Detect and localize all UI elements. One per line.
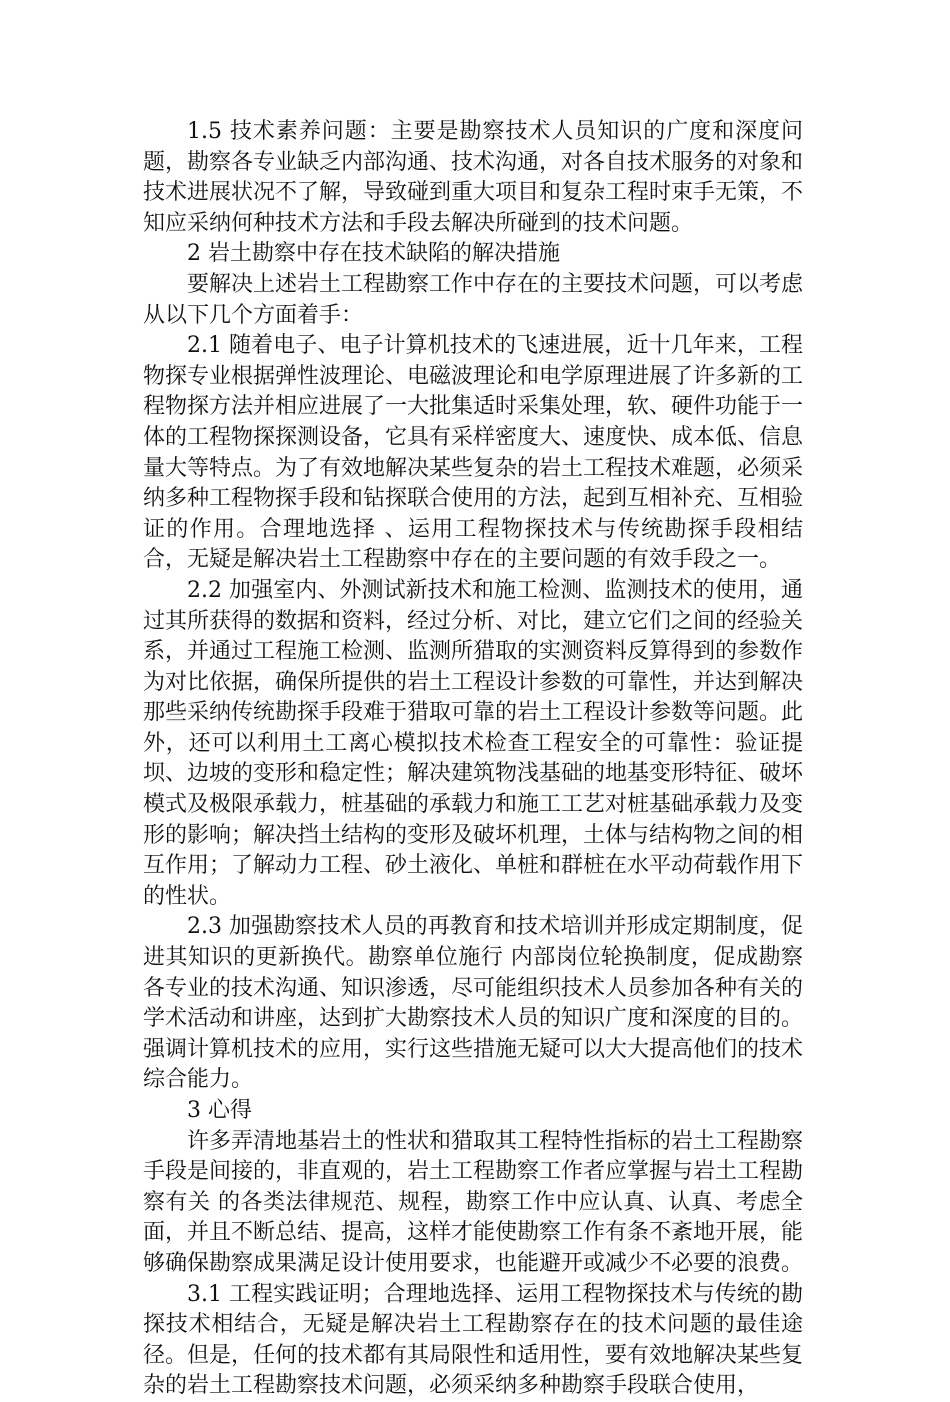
paragraph-3-1-practice: 3.1 工程实践证明；合理地选择、运用工程物探技术与传统的勘探技术相结合，无疑是解决岩土工程勘察存在的技术问题的最佳途径。但是，任何的技术都有其局限性和适用性，要有效地解决某些复杂的岩土工程勘察技术问题，必须采纳多种勘察手段联合使用，	[143, 1281, 804, 1399]
paragraph-2-2-testing: 2.2 加强室内、外测试新技术和施工检测、监测技术的使用，通过其所获得的数据和资料，经过分析、对比，建立它们之间的经验关系，并通过工程施工检测、监测所猎取的实测资料反算得到的参数作为对比依据，确保所提供的岩土工程设计参数的可靠性，并达到解决那些采纳传统勘探手段难于猎取可靠的岩土工程设计参数等问题。此外，还可以利用土工离心模拟技术检查工程安全的可靠性：验证提坝、边坡的变形和稳定性；解决建筑物浅基础的地基变形特征、破坏模式及极限承载力，桩基础的承载力和施工工艺对桩基础承载力及变形的影响；解决挡土结构的变形及破坏机理，土体与结构物之间的相互作用；了解动力工程、砂土液化、单桩和群桩在水平动荷载作用下的性状。	[143, 577, 804, 909]
heading-section-2: 2 岩土勘察中存在技术缺陷的解决措施	[187, 241, 560, 267]
paragraph-1-5-technical-literacy: 1.5 技术素养问题：主要是勘察技术人员知识的广度和深度问题，勘察各专业缺乏内部沟通、技术沟通，对各自技术服务的对象和技术进展状况不了解，导致碰到重大项目和复杂工程时束手无策，不知应采纳何种技术方法和手段去解决所碰到的技术问题。	[143, 119, 804, 236]
paragraph-2-1-geophysical: 2.1 随着电子、电子计算机技术的飞速进展，近十几年来，工程物探专业根据弹性波理论、电磁波理论和电学原理进展了许多新的工程物探方法并相应进展了一大批集适时采集处理，软、硬件功能于一体的工程物探探测设备，它具有采样密度大、速度快、成本低、信息量大等特点。为了有效地解决某些复杂的岩土工程技术难题，必须采纳多种工程物探手段和钻探联合使用的方法，起到互相补充、互相验证的作用。合理地选择 、运用工程物探技术与传统勘探手段相结合，无疑是解决岩土工程勘察中存在的主要问题的有效手段之一。	[143, 333, 804, 573]
paragraph-section-2-intro: 要解决上述岩土工程勘察工作中存在的主要技术问题，可以考虑从以下几个方面着手：	[143, 271, 804, 328]
heading-section-3: 3 心得	[187, 1098, 252, 1123]
document-page	[143, 117, 803, 1402]
paragraph-section-3-intro: 许多弄清地基岩土的性状和猎取其工程特性指标的岩土工程勘察手段是间接的，非直观的，岩土工程勘察工作者应掌握与岩土工程勘察有关 的各类法律规范、规程，勘察工作中应认真、认真、考虑全面，并且不断总结、提高，这样才能使勘察工作有条不紊地开展，能够确保勘察成果满足设计使用要求，也能避开或减少不必要的浪费。	[143, 1128, 804, 1276]
paragraph-2-3-training: 2.3 加强勘察技术人员的再教育和技术培训并形成定期制度，促进其知识的更新换代。勘察单位施行 内部岗位轮换制度，促成勘察各专业的技术沟通、知识渗透，尽可能组织技术人员参加各种有关的学术活动和讲座，达到扩大勘察技术人员的知识广度和深度的目的。强调计算机技术的应用，实行这些措施无疑可以大大提高他们的技术综合能力。	[143, 914, 804, 1093]
